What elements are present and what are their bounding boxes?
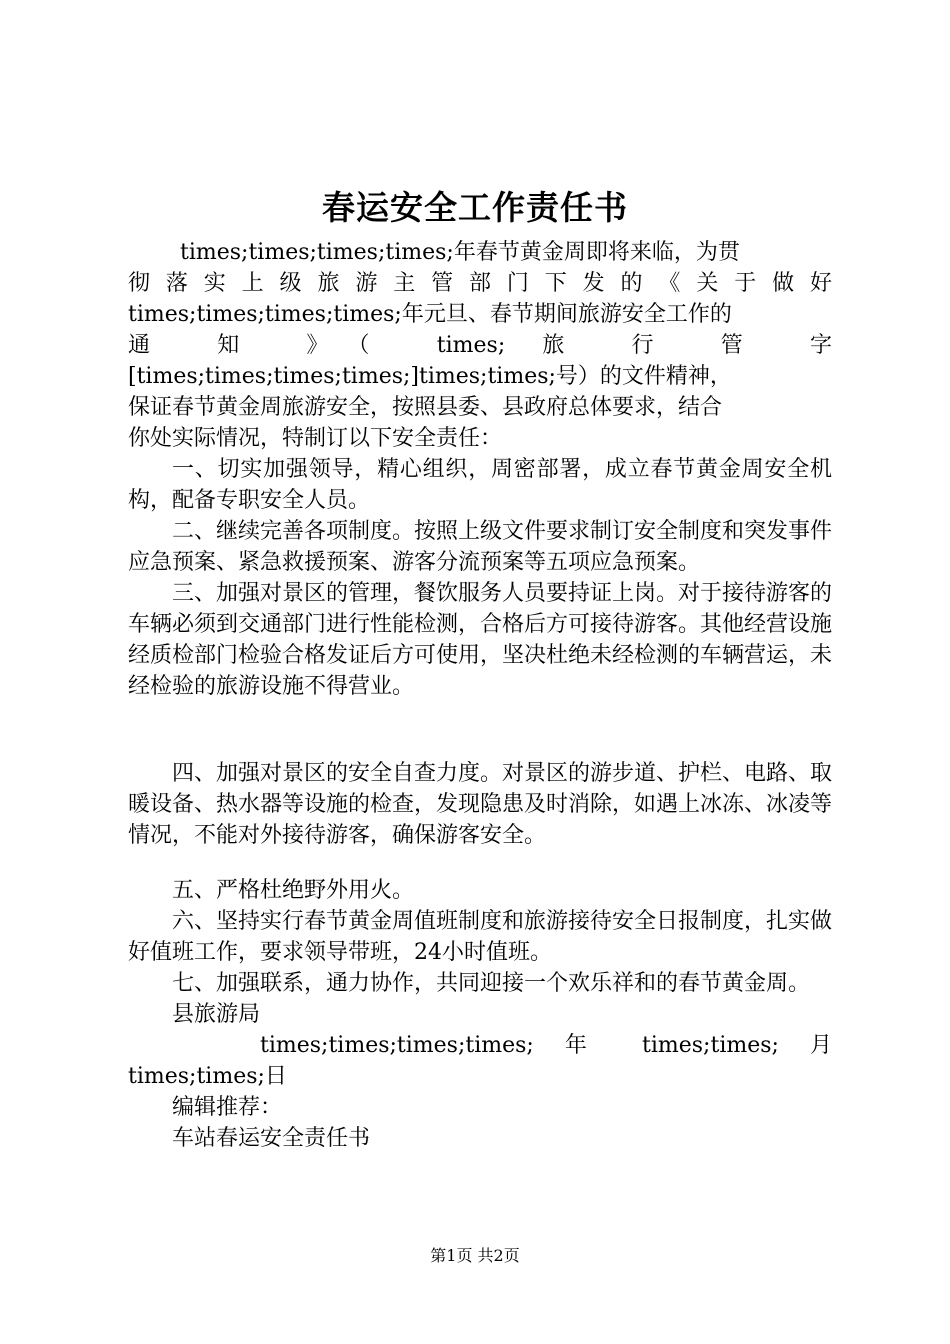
date-line-2: times;times;日 [128,1064,287,1089]
item-6: 六、坚持实行春节黄金周值班制度和旅游接待安全日报制度，扎实做好值班工作，要求领导带班，24小时值班。 [128,909,833,965]
signer: 县旅游局 [172,1002,261,1027]
items-block-1 [128,454,832,702]
page-footer: 第1页 共2页 [430,1246,520,1265]
intro-line-3: times;times;times;times;年元旦、春节期间旅游安全工作的 [128,302,732,327]
intro-paragraph [128,237,832,454]
item-1: 一、切实加强领导，精心组织，周密部署，成立春节黄金周安全机构，配备专职安全人员。 [128,457,832,513]
item-5: 五、严格杜绝野外用火。 [172,878,415,903]
intro-line-2: 彻落实上级旅游主管部门下发的《关于做好 [128,271,832,296]
intro-line-1: times;times;times;times;年春节黄金周即将来临，为贯 [180,240,740,265]
recommend-link[interactable]: 车站春运安全责任书 [172,1126,371,1151]
item-3: 三、加强对景区的管理，餐饮服务人员要持证上岗。对于接待游客的车辆必须到交通部门进行性能检测，合格后方可接待游客。其他经营设施经质检部门检验合格发证后方可使用，坚决杜绝未经检测的车辆营运，未经检验的旅游设施不得营业。 [128,581,833,699]
item-2: 二、继续完善各项制度。按照上级文件要求制订安全制度和突发事件应急预案、紧急救援预案、游客分流预案等五项应急预案。 [128,519,833,575]
intro-line-7: 你处实际情况，特制订以下安全责任： [128,426,503,451]
recommend-label: 编辑推荐： [172,1095,283,1120]
item-4: 四、加强对景区的安全自查力度。对景区的游步道、护栏、电路、取暖设备、热水器等设施的检查，发现隐患及时消除，如遇上冰冻、冰凌等情况，不能对外接待游客，确保游客安全。 [128,761,833,848]
date-line-1: times;times;times;times; 年 times;times; 月 [260,1033,832,1058]
intro-line-4: 通 知 》（ times; 旅 行 管 字 [128,333,832,358]
intro-line-5: [times;times;times;times;]times;times;号）的文件精神， [128,364,732,389]
items-block-2 [128,758,832,851]
items-block-3 [128,875,832,1154]
item-7: 七、加强联系，通力协作，共同迎接一个欢乐祥和的春节黄金周。 [172,971,811,996]
document-title: 春运安全工作责任书 [322,188,628,227]
intro-line-6: 保证春节黄金周旅游安全，按照县委、县政府总体要求，结合 [128,395,723,420]
